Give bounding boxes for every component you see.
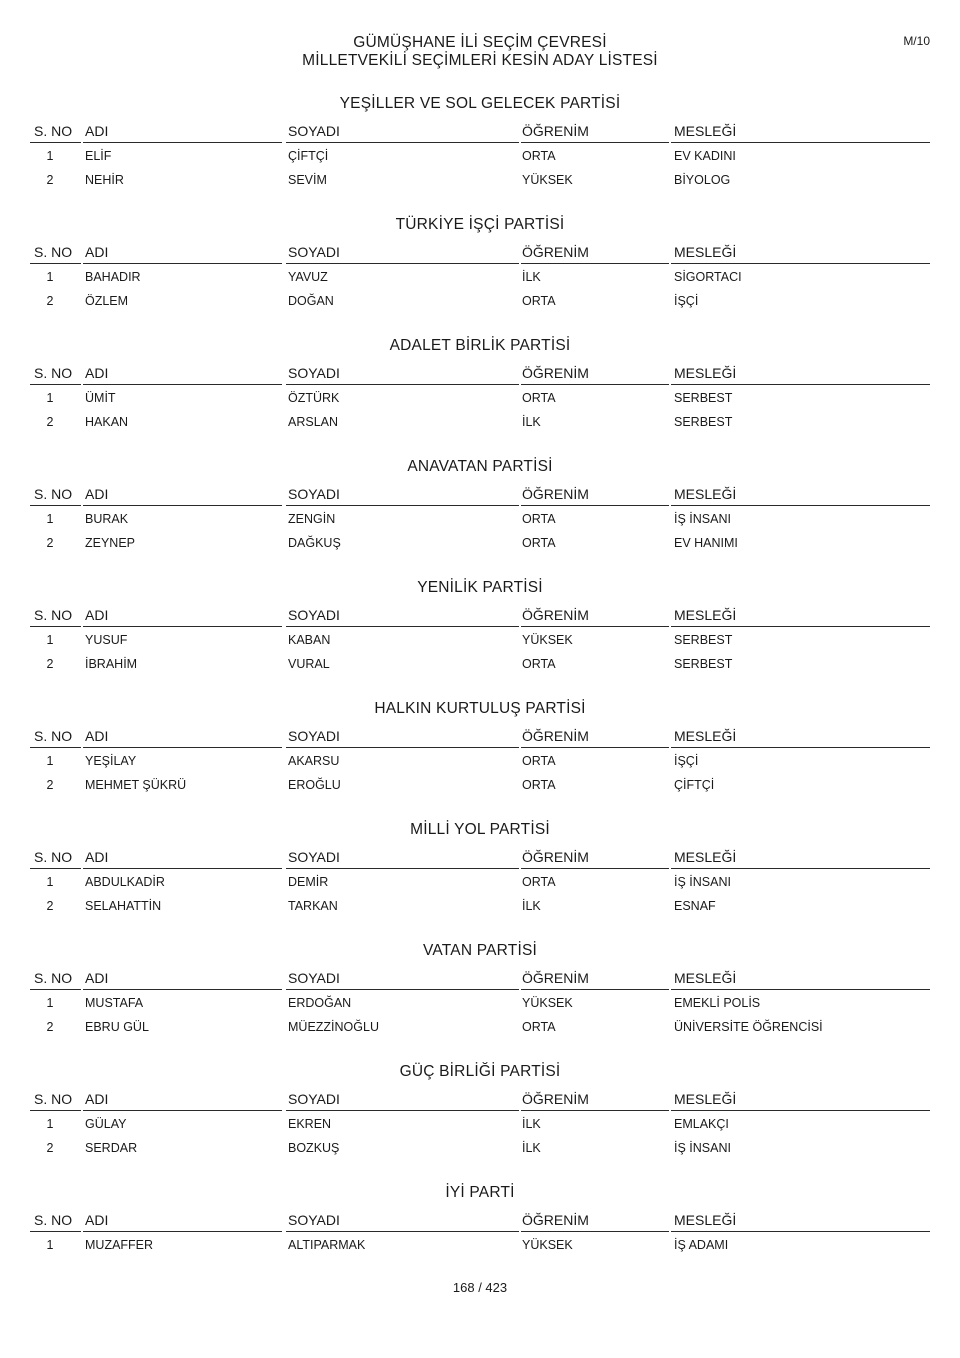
column-header-no: S. NO (34, 849, 73, 865)
column-header-ogrenim: ÖĞRENİM (522, 123, 589, 139)
column-header-adi: ADI (85, 486, 109, 502)
header-rule (671, 142, 930, 143)
candidate-meslegi: ÇİFTÇİ (674, 778, 715, 792)
header-rule (286, 1110, 519, 1111)
party-name: İYİ PARTİ (445, 1184, 515, 1201)
header-rule (83, 142, 282, 143)
candidate-adi: ELİF (85, 149, 112, 163)
column-header-ogrenim: ÖĞRENİM (522, 970, 589, 986)
column-header-no: S. NO (34, 1091, 73, 1107)
candidate-adi: SERDAR (85, 1141, 138, 1155)
column-header-no: S. NO (34, 123, 73, 139)
header-rule (286, 989, 519, 990)
header-rule (671, 505, 930, 506)
candidate-adi: ÖZLEM (85, 294, 129, 308)
column-header-ogrenim: ÖĞRENİM (522, 728, 589, 744)
candidate-row (0, 149, 960, 165)
candidate-no: 2 (46, 1020, 54, 1034)
candidate-adi: BURAK (85, 512, 129, 526)
column-header-meslegi: MESLEĞİ (674, 123, 737, 139)
candidate-no: 1 (46, 149, 54, 163)
party-name: ADALET BİRLİK PARTİSİ (389, 337, 571, 354)
header-rule (30, 1231, 81, 1232)
header-rule (30, 989, 81, 990)
header-rule (521, 505, 669, 506)
column-header-adi: ADI (85, 244, 109, 260)
candidate-adi: ÜMİT (85, 391, 116, 405)
candidate-row (0, 391, 960, 407)
column-header-adi: ADI (85, 849, 109, 865)
candidate-no: 1 (46, 1238, 54, 1252)
candidate-ogrenim: İLK (522, 270, 541, 284)
candidate-soyadi: KABAN (288, 633, 331, 647)
candidate-meslegi: BİYOLOG (674, 173, 731, 187)
candidate-ogrenim: ORTA (522, 512, 556, 526)
candidate-soyadi: BOZKUŞ (288, 1141, 340, 1155)
column-header-no: S. NO (34, 970, 73, 986)
candidate-meslegi: İŞ İNSANI (674, 512, 731, 526)
candidate-soyadi: DAĞKUŞ (288, 536, 341, 550)
party-name: HALKIN KURTULUŞ PARTİSİ (374, 700, 586, 717)
candidate-meslegi: EV HANIMI (674, 536, 738, 550)
candidate-no: 2 (46, 294, 54, 308)
candidate-adi: YEŞİLAY (85, 754, 137, 768)
candidate-meslegi: EMEKLİ POLİS (674, 996, 761, 1010)
header-rule (83, 989, 282, 990)
header-rule (83, 505, 282, 506)
party-name: GÜÇ BİRLİĞİ PARTİSİ (399, 1063, 561, 1080)
page-number: 168 / 423 (452, 1280, 508, 1295)
candidate-no: 2 (46, 899, 54, 913)
column-header-no: S. NO (34, 486, 73, 502)
title-line-2: MİLLETVEKİLİ SEÇİMLERİ KESİN ADAY LİSTESİ (302, 52, 658, 69)
column-header-row (0, 607, 960, 627)
candidate-row (0, 173, 960, 189)
candidate-meslegi: SERBEST (674, 633, 733, 647)
candidate-meslegi: ESNAF (674, 899, 716, 913)
header-rule (671, 263, 930, 264)
candidate-row (0, 1141, 960, 1157)
candidate-no: 1 (46, 875, 54, 889)
header-rule (83, 626, 282, 627)
column-header-row (0, 1091, 960, 1111)
candidate-meslegi: İŞÇİ (674, 754, 699, 768)
candidate-adi: İBRAHİM (85, 657, 138, 671)
candidate-adi: MEHMET ŞÜKRÜ (85, 778, 187, 792)
column-header-no: S. NO (34, 365, 73, 381)
candidate-soyadi: ÖZTÜRK (288, 391, 340, 405)
candidate-soyadi: ARSLAN (288, 415, 339, 429)
column-header-ogrenim: ÖĞRENİM (522, 1212, 589, 1228)
column-header-meslegi: MESLEĞİ (674, 365, 737, 381)
column-header-soyadi: SOYADI (288, 728, 340, 744)
column-header-ogrenim: ÖĞRENİM (522, 607, 589, 623)
candidate-row (0, 536, 960, 552)
party-name: ANAVATAN PARTİSİ (407, 458, 553, 475)
candidate-row (0, 899, 960, 915)
candidate-adi: HAKAN (85, 415, 129, 429)
header-rule (83, 868, 282, 869)
column-header-adi: ADI (85, 1212, 109, 1228)
column-header-adi: ADI (85, 970, 109, 986)
column-header-meslegi: MESLEĞİ (674, 970, 737, 986)
candidate-adi: GÜLAY (85, 1117, 127, 1131)
candidate-adi: SELAHATTİN (85, 899, 162, 913)
column-header-row (0, 849, 960, 869)
candidate-row (0, 875, 960, 891)
candidate-soyadi: EKREN (288, 1117, 332, 1131)
candidate-ogrenim: ORTA (522, 391, 556, 405)
candidate-soyadi: VURAL (288, 657, 330, 671)
column-header-row (0, 728, 960, 748)
candidate-no: 1 (46, 512, 54, 526)
header-rule (521, 142, 669, 143)
header-rule (671, 989, 930, 990)
candidate-adi: BAHADIR (85, 270, 141, 284)
candidate-meslegi: SERBEST (674, 391, 733, 405)
header-rule (671, 1231, 930, 1232)
column-header-no: S. NO (34, 728, 73, 744)
party-name: MİLLİ YOL PARTİSİ (410, 821, 550, 838)
candidate-soyadi: SEVİM (288, 173, 327, 187)
candidate-meslegi: SERBEST (674, 415, 733, 429)
column-header-adi: ADI (85, 728, 109, 744)
header-rule (671, 1110, 930, 1111)
header-rule (30, 747, 81, 748)
candidate-row (0, 1117, 960, 1133)
column-header-soyadi: SOYADI (288, 1212, 340, 1228)
header-rule (671, 626, 930, 627)
header-rule (30, 505, 81, 506)
header-rule (671, 868, 930, 869)
candidate-ogrenim: ORTA (522, 875, 556, 889)
header-rule (521, 868, 669, 869)
header-rule (30, 142, 81, 143)
column-header-no: S. NO (34, 1212, 73, 1228)
candidate-meslegi: İŞÇİ (674, 294, 699, 308)
candidate-row (0, 415, 960, 431)
candidate-ogrenim: ORTA (522, 1020, 556, 1034)
column-header-row (0, 123, 960, 143)
column-header-soyadi: SOYADI (288, 970, 340, 986)
column-header-soyadi: SOYADI (288, 849, 340, 865)
header-rule (286, 868, 519, 869)
header-rule (83, 384, 282, 385)
candidate-ogrenim: ORTA (522, 778, 556, 792)
candidate-adi: NEHİR (85, 173, 124, 187)
candidate-ogrenim: YÜKSEK (522, 996, 573, 1010)
column-header-ogrenim: ÖĞRENİM (522, 365, 589, 381)
header-rule (286, 384, 519, 385)
candidate-adi: MUSTAFA (85, 996, 144, 1010)
header-rule (83, 263, 282, 264)
column-header-soyadi: SOYADI (288, 1091, 340, 1107)
header-rule (30, 263, 81, 264)
candidate-row (0, 1238, 960, 1254)
candidate-adi: MUZAFFER (85, 1238, 154, 1252)
candidate-soyadi: DOĞAN (288, 294, 334, 308)
candidate-meslegi: ÜNİVERSİTE ÖĞRENCİSİ (674, 1020, 823, 1034)
candidate-adi: ZEYNEP (85, 536, 136, 550)
candidate-ogrenim: ORTA (522, 536, 556, 550)
header-rule (286, 263, 519, 264)
candidate-row (0, 778, 960, 794)
column-header-meslegi: MESLEĞİ (674, 486, 737, 502)
page-title (0, 34, 960, 70)
candidate-no: 1 (46, 1117, 54, 1131)
candidate-ogrenim: YÜKSEK (522, 173, 573, 187)
candidate-soyadi: ERDOĞAN (288, 996, 352, 1010)
header-rule (286, 142, 519, 143)
candidate-soyadi: EROĞLU (288, 778, 341, 792)
column-header-adi: ADI (85, 123, 109, 139)
column-header-meslegi: MESLEĞİ (674, 607, 737, 623)
header-rule (30, 868, 81, 869)
candidate-ogrenim: İLK (522, 415, 541, 429)
candidate-no: 1 (46, 391, 54, 405)
column-header-ogrenim: ÖĞRENİM (522, 1091, 589, 1107)
header-rule (30, 1110, 81, 1111)
header-rule (30, 626, 81, 627)
header-rule (521, 989, 669, 990)
column-header-row (0, 365, 960, 385)
party-name: VATAN PARTİSİ (423, 942, 537, 959)
candidate-meslegi: SİGORTACI (674, 270, 742, 284)
column-header-soyadi: SOYADI (288, 365, 340, 381)
candidate-ogrenim: YÜKSEK (522, 1238, 573, 1252)
column-header-soyadi: SOYADI (288, 123, 340, 139)
candidate-row (0, 996, 960, 1012)
candidate-ogrenim: ORTA (522, 657, 556, 671)
candidate-ogrenim: İLK (522, 899, 541, 913)
candidate-meslegi: EV KADINI (674, 149, 736, 163)
candidate-row (0, 270, 960, 286)
candidate-ogrenim: ORTA (522, 754, 556, 768)
column-header-meslegi: MESLEĞİ (674, 1212, 737, 1228)
header-rule (521, 1110, 669, 1111)
header-rule (83, 1110, 282, 1111)
candidate-no: 1 (46, 270, 54, 284)
candidate-soyadi: MÜEZZİNOĞLU (288, 1020, 379, 1034)
party-name: YENİLİK PARTİSİ (417, 579, 543, 596)
candidate-meslegi: İŞ ADAMI (674, 1238, 729, 1252)
candidate-meslegi: İŞ İNSANI (674, 875, 731, 889)
header-rule (286, 505, 519, 506)
candidate-soyadi: ALTIPARMAK (288, 1238, 366, 1252)
party-name: YEŞİLLER VE SOL GELECEK PARTİSİ (339, 95, 621, 112)
candidate-meslegi: EMLAKÇI (674, 1117, 729, 1131)
candidate-no: 1 (46, 754, 54, 768)
column-header-soyadi: SOYADI (288, 486, 340, 502)
column-header-meslegi: MESLEĞİ (674, 1091, 737, 1107)
column-header-ogrenim: ÖĞRENİM (522, 244, 589, 260)
candidate-ogrenim: YÜKSEK (522, 633, 573, 647)
candidate-adi: ABDULKADİR (85, 875, 165, 889)
column-header-row (0, 1212, 960, 1232)
column-header-ogrenim: ÖĞRENİM (522, 849, 589, 865)
column-header-row (0, 970, 960, 990)
column-header-adi: ADI (85, 1091, 109, 1107)
column-header-meslegi: MESLEĞİ (674, 849, 737, 865)
candidate-no: 1 (46, 633, 54, 647)
candidate-soyadi: ZENGİN (288, 512, 336, 526)
column-header-meslegi: MESLEĞİ (674, 244, 737, 260)
candidate-ogrenim: İLK (522, 1141, 541, 1155)
column-header-row (0, 244, 960, 264)
column-header-adi: ADI (85, 607, 109, 623)
candidate-ogrenim: ORTA (522, 294, 556, 308)
header-rule (83, 747, 282, 748)
candidate-soyadi: YAVUZ (288, 270, 328, 284)
candidate-meslegi: SERBEST (674, 657, 733, 671)
candidate-row (0, 512, 960, 528)
column-header-soyadi: SOYADI (288, 244, 340, 260)
candidate-soyadi: ÇİFTÇİ (288, 149, 329, 163)
candidate-no: 2 (46, 778, 54, 792)
column-header-meslegi: MESLEĞİ (674, 728, 737, 744)
candidate-adi: EBRU GÜL (85, 1020, 149, 1034)
header-rule (521, 263, 669, 264)
candidate-row (0, 1020, 960, 1036)
candidate-no: 2 (46, 536, 54, 550)
column-header-ogrenim: ÖĞRENİM (522, 486, 589, 502)
column-header-row (0, 486, 960, 506)
header-rule (671, 384, 930, 385)
header-rule (671, 747, 930, 748)
candidate-soyadi: DEMİR (288, 875, 329, 889)
header-rule (521, 747, 669, 748)
party-name: TÜRKİYE İŞÇİ PARTİSİ (395, 216, 565, 233)
header-rule (521, 626, 669, 627)
candidate-row (0, 633, 960, 649)
candidate-no: 1 (46, 996, 54, 1010)
page-code: M/10 (903, 34, 930, 48)
header-rule (286, 1231, 519, 1232)
candidate-row (0, 754, 960, 770)
candidate-no: 2 (46, 415, 54, 429)
candidate-ogrenim: ORTA (522, 149, 556, 163)
column-header-soyadi: SOYADI (288, 607, 340, 623)
column-header-no: S. NO (34, 607, 73, 623)
candidate-row (0, 294, 960, 310)
header-rule (521, 1231, 669, 1232)
header-rule (286, 747, 519, 748)
candidate-adi: YUSUF (85, 633, 128, 647)
header-rule (521, 384, 669, 385)
candidate-no: 2 (46, 173, 54, 187)
header-rule (286, 626, 519, 627)
candidate-soyadi: TARKAN (288, 899, 338, 913)
header-rule (83, 1231, 282, 1232)
candidate-no: 2 (46, 1141, 54, 1155)
candidate-meslegi: İŞ İNSANI (674, 1141, 731, 1155)
column-header-no: S. NO (34, 244, 73, 260)
title-line-1: GÜMÜŞHANE İLİ SEÇİM ÇEVRESİ (353, 34, 607, 51)
candidate-row (0, 657, 960, 673)
column-header-adi: ADI (85, 365, 109, 381)
candidate-ogrenim: İLK (522, 1117, 541, 1131)
candidate-soyadi: AKARSU (288, 754, 340, 768)
candidate-no: 2 (46, 657, 54, 671)
header-rule (30, 384, 81, 385)
